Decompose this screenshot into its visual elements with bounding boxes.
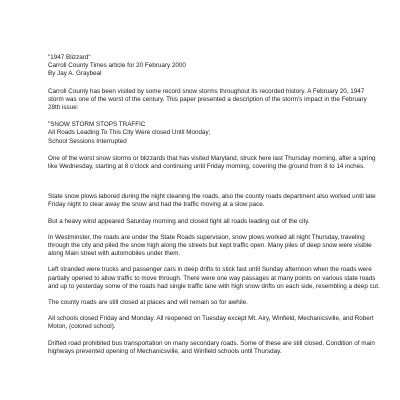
body-paragraph-8: Drifted road prohibited bus transportation on many secondary roads. Some of these are still closed. Condition of main highways prevented opening of Mechanicsville, and Winfield schools until Thursday.	[48, 339, 375, 355]
headline-line-3: School Sessions Interrupted	[48, 137, 127, 145]
body-paragraph-5: Left stranded were trucks and passenger cars in deep drifts to stick fast until Sunday afternoon when the roads were partially opened to allow traffic to move through. There were one way passages at many points on various state roads and up to yesterday some of the roads had single traffic lane with high snow drifts on each side, resembling a deep cut.	[48, 266, 380, 290]
intro-paragraph: Carroll County has been visited by some record snow storms throughout its recorded history. A February 20, 1947 storm was one of the worst of the century. This paper presented a description of the storm's impact in the February 28th issue:	[48, 87, 367, 112]
body-paragraph-1: One of the worst snow storms or blizzards that has visited Maryland, struck here last Thursday morning, after a spring like Wednesday, starting at 8 o'clock and continuing until Friday morning, covering the ground from 8 to 14 inches.	[48, 154, 376, 171]
body-paragraph-6: The county roads are still closed at places and will remain so for awhile.	[48, 299, 248, 307]
headline-line-2: All Roads Leading To This City Were closed Until Monday;	[48, 129, 211, 137]
body-paragraph-2: State snow plows labored during the night cleaning the roads, also the county roads department also worked until late Friday night to clear away the snow and had the traffic moving at a slow pace.	[48, 193, 376, 209]
document-author: By Jay A. Graybeal	[48, 70, 102, 78]
headline-line-1: "SNOW STORM STOPS TRAFFIC	[48, 121, 146, 129]
body-paragraph-4: In Westminster, the roads are under the State Roads supervision, snow plows worked all night Thursday, traveling through the city and piled the snow high along the streets but kept traffic open. Many piles of deep snow were visible along Main street with automobiles under them.	[48, 233, 372, 258]
document-page	[48, 54, 380, 356]
body-paragraph-3: But a heavy wind appeared Saturday morning and closed tight all roads leading out of the city.	[48, 217, 310, 225]
document-source: Carroll County Times article for 20 February 2000	[48, 62, 186, 70]
body-paragraph-7: All schools closed Friday and Monday. All reopened on Tuesday except Mt. Airy, Winfield, Mechanicsville, and Robert Moton, (colored school).	[48, 315, 374, 331]
document-title: "1947 Blizzard"	[48, 54, 91, 61]
